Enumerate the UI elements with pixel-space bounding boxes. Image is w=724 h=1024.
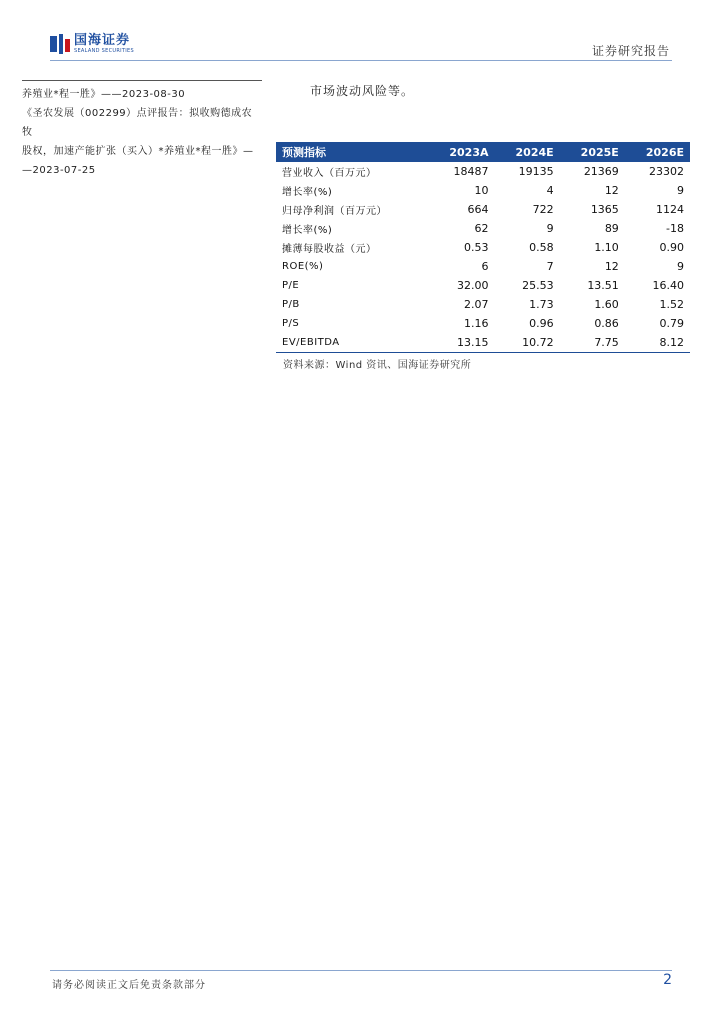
table-row bbox=[276, 314, 690, 333]
related-report-line: 股权，加速产能扩张（买入）*养殖业*程一胜》— bbox=[22, 146, 254, 157]
table-row bbox=[276, 200, 690, 219]
header-divider bbox=[50, 60, 672, 61]
table-cell: 18487 bbox=[453, 165, 489, 178]
table-cell: 0.86 bbox=[594, 317, 619, 330]
table-cell: 归母净利润（百万元） bbox=[282, 206, 387, 217]
table-cell: 1124 bbox=[656, 203, 684, 216]
table-cell: 1365 bbox=[590, 203, 619, 216]
table-cell: EV/EBITDA bbox=[276, 333, 428, 352]
table-cell: 2.07 bbox=[464, 298, 489, 311]
company-logo bbox=[50, 32, 134, 56]
table-cell: 19135 bbox=[518, 165, 554, 178]
table-row bbox=[276, 238, 690, 257]
table-cell: 增长率(%) bbox=[282, 187, 333, 198]
table-source-note: 资料来源：Wind 资讯、国海证券研究所 bbox=[283, 360, 472, 371]
disclaimer-note: 请务必阅读正文后免责条款部分 bbox=[52, 980, 206, 991]
related-report-line: 养殖业*程一胜》——2023-08-30 bbox=[22, 89, 186, 100]
table-header-cell: 2024E bbox=[495, 142, 560, 162]
table-cell: -18 bbox=[666, 222, 684, 235]
table-cell: 4 bbox=[546, 184, 554, 197]
table-cell: 营业收入（百万元） bbox=[282, 168, 377, 179]
table-cell: 25.53 bbox=[522, 279, 554, 292]
table-cell: 12 bbox=[604, 184, 619, 197]
table-cell: P/B bbox=[282, 299, 300, 310]
table-header-cell: 2026E bbox=[625, 142, 690, 162]
table-cell: 13.15 bbox=[428, 333, 494, 352]
table-cell: 9 bbox=[546, 222, 554, 235]
related-report-line: 《圣农发展（002299）点评报告：拟收购德成农牧 bbox=[22, 108, 253, 138]
table-row bbox=[276, 295, 690, 314]
table-cell: 1.73 bbox=[529, 298, 554, 311]
table-cell: 62 bbox=[474, 222, 489, 235]
table-cell: P/E bbox=[282, 280, 300, 291]
table-cell: 12 bbox=[604, 260, 619, 273]
table-cell: 8.12 bbox=[625, 333, 690, 352]
logo-name-cn: 国海证券 bbox=[74, 33, 131, 48]
table-header-cell: 2023A bbox=[428, 142, 494, 162]
table-cell: 9 bbox=[677, 260, 684, 273]
table-row bbox=[276, 333, 690, 352]
related-report-line: —2023-07-25 bbox=[22, 165, 96, 176]
report-type-title: 证券研究报告 bbox=[591, 44, 670, 58]
risk-text: 市场波动风险等。 bbox=[310, 84, 415, 98]
table-cell: 0.58 bbox=[529, 241, 554, 254]
table-cell: 6 bbox=[481, 260, 489, 273]
forecast-table bbox=[276, 142, 690, 353]
table-cell: 7.75 bbox=[560, 333, 625, 352]
table-row bbox=[276, 162, 690, 181]
table-cell: 89 bbox=[604, 222, 619, 235]
table-row bbox=[276, 276, 690, 295]
table-cell: 摊薄每股收益（元） bbox=[282, 244, 377, 255]
table-cell: 1.10 bbox=[594, 241, 619, 254]
table-cell: 0.79 bbox=[659, 317, 684, 330]
logo-mark-icon bbox=[50, 34, 70, 54]
table-cell: 1.60 bbox=[594, 298, 619, 311]
table-cell: 增长率(%) bbox=[282, 225, 333, 236]
table-cell: 23302 bbox=[649, 165, 684, 178]
table-cell: 21369 bbox=[583, 165, 619, 178]
table-header-row bbox=[276, 142, 690, 162]
table-cell: 0.53 bbox=[464, 241, 489, 254]
related-reports-divider bbox=[22, 80, 262, 81]
table-row bbox=[276, 257, 690, 276]
logo-name-en: SEALAND SECURITIES bbox=[74, 48, 134, 54]
page-number: 2 bbox=[663, 972, 672, 988]
table-header-cell: 2025E bbox=[560, 142, 625, 162]
table-cell: 10 bbox=[474, 184, 489, 197]
table-cell: 1.16 bbox=[464, 317, 489, 330]
table-row bbox=[276, 219, 690, 238]
table-cell: 664 bbox=[467, 203, 489, 216]
table-row bbox=[276, 181, 690, 200]
table-header-cell: 预测指标 bbox=[276, 142, 428, 162]
table-cell: 7 bbox=[546, 260, 554, 273]
related-reports-panel bbox=[22, 80, 262, 180]
table-cell: 10.72 bbox=[495, 333, 560, 352]
table-cell: P/S bbox=[282, 318, 300, 329]
footer-divider bbox=[50, 970, 672, 971]
table-cell: 722 bbox=[532, 203, 554, 216]
table-cell: 0.90 bbox=[659, 241, 684, 254]
table-cell: 9 bbox=[677, 184, 684, 197]
table-cell: 13.51 bbox=[587, 279, 619, 292]
page-header bbox=[50, 28, 672, 60]
table-cell: 1.52 bbox=[659, 298, 684, 311]
table-cell: 0.96 bbox=[529, 317, 554, 330]
table-cell: ROE(%) bbox=[282, 261, 324, 272]
table-cell: 16.40 bbox=[652, 279, 684, 292]
table-cell: 32.00 bbox=[457, 279, 489, 292]
